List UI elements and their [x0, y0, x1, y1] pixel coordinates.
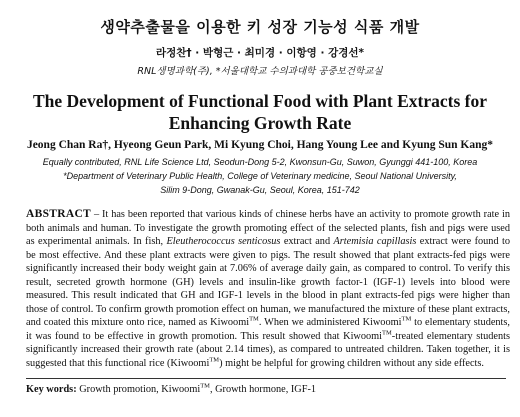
korean-title: 생약추출물을 이용한 키 성장 기능성 식품 개발 [100, 18, 420, 36]
korean-authors: 라정찬† · 박형근 · 최미경 · 이항영 · 강경선* [155, 47, 365, 59]
english-title-line-1: The Development of Functional Food with Plant Extracts for [33, 91, 487, 111]
abstract-text-6: -treated elementary students significantly increased their growth rate (about 2.14 times), as compared to untreated children. Taken together, it is suggested that this functional rice (Kiwoomi [26, 330, 510, 369]
species-artemisia: Artemisia capillasis [333, 236, 417, 247]
english-title [0, 90, 520, 134]
keywords-trademark: TM [200, 382, 210, 390]
keywords-text-2: , Growth hormone, IGF-1 [209, 384, 317, 395]
korean-affiliation: RNL생명과학(주), *서울대학교 수의과대학 공중보건학교실 [137, 66, 383, 77]
keywords-text-1: Growth promotion, Kiwoomi [76, 384, 201, 395]
abstract-text-4: . When we administered Kiwoomi [258, 317, 402, 328]
abstract-text-2: extract and [280, 236, 334, 247]
keywords [26, 384, 316, 395]
trademark-2: TM [401, 315, 412, 323]
english-authors: Jeong Chan Ra†, Hyeong Geun Park, Mi Kyung Choi, Hang Young Lee and Kyung Sun Kang* [26, 139, 494, 151]
species-eleutherococcus: Eleutherococcus senticosus [166, 236, 281, 247]
affiliation-3: Silim 9-Dong, Gwanak-Gu, Seoul, Korea, 151-742 [160, 185, 360, 195]
keywords-label: Key words: [26, 384, 77, 395]
trademark-1: TM [249, 315, 259, 323]
abstract-label: ABSTRACT [26, 208, 92, 220]
abstract-text-7: ) might be helpful for growing children without any side effects. [219, 357, 484, 369]
abstract-text-5: to elementary students, it was found to be effective in growth promotion. This result showed that Kiwoomi [26, 317, 511, 342]
trademark-3: TM [382, 329, 392, 337]
abstract-text-1: It has been reported that various kinds of chinese herbs have an activity to promote growth rate in both animals and human. To investigate the growth promoting effect of the selected plants, fish and pigs were used as experimental animals. In fish, [26, 209, 511, 247]
keywords-divider [26, 378, 506, 379]
abstract-dash: – [91, 209, 102, 220]
affiliation-1: Equally contributed, RNL Life Science Ltd, Seodun-Dong 5-2, Kwonsun-Gu, Suwon, Gyunggi 441-100, Korea [42, 157, 478, 167]
abstract-body [26, 208, 510, 370]
abstract-text-3: extract were found to be most effective. And these plant extracts were given to pigs. The result showed that plant extracts-fed pigs were significantly increased their body weight gain at 7.06% of average daily gain, as compared to control. To verify this result, secreted growth hormone (GH) levels and insulin-like growth factor-1 (IGF-1) levels into blood were measured. This result indicated that GH and IGF-1 levels in the blood in plant extracts-fed pigs were higher than those of control. To confirm growth promotion effect on human, we manufactured the mixture of these plant extracts, and coated this mixture onto rice, named as Kiwoomi [26, 236, 510, 328]
english-title-line-2: Enhancing Growth Rate [168, 113, 352, 133]
affiliation-2: *Department of Veterinary Public Health, College of Veterinary medicine, Seoul National University, [63, 171, 457, 181]
trademark-4: TM [209, 356, 220, 364]
